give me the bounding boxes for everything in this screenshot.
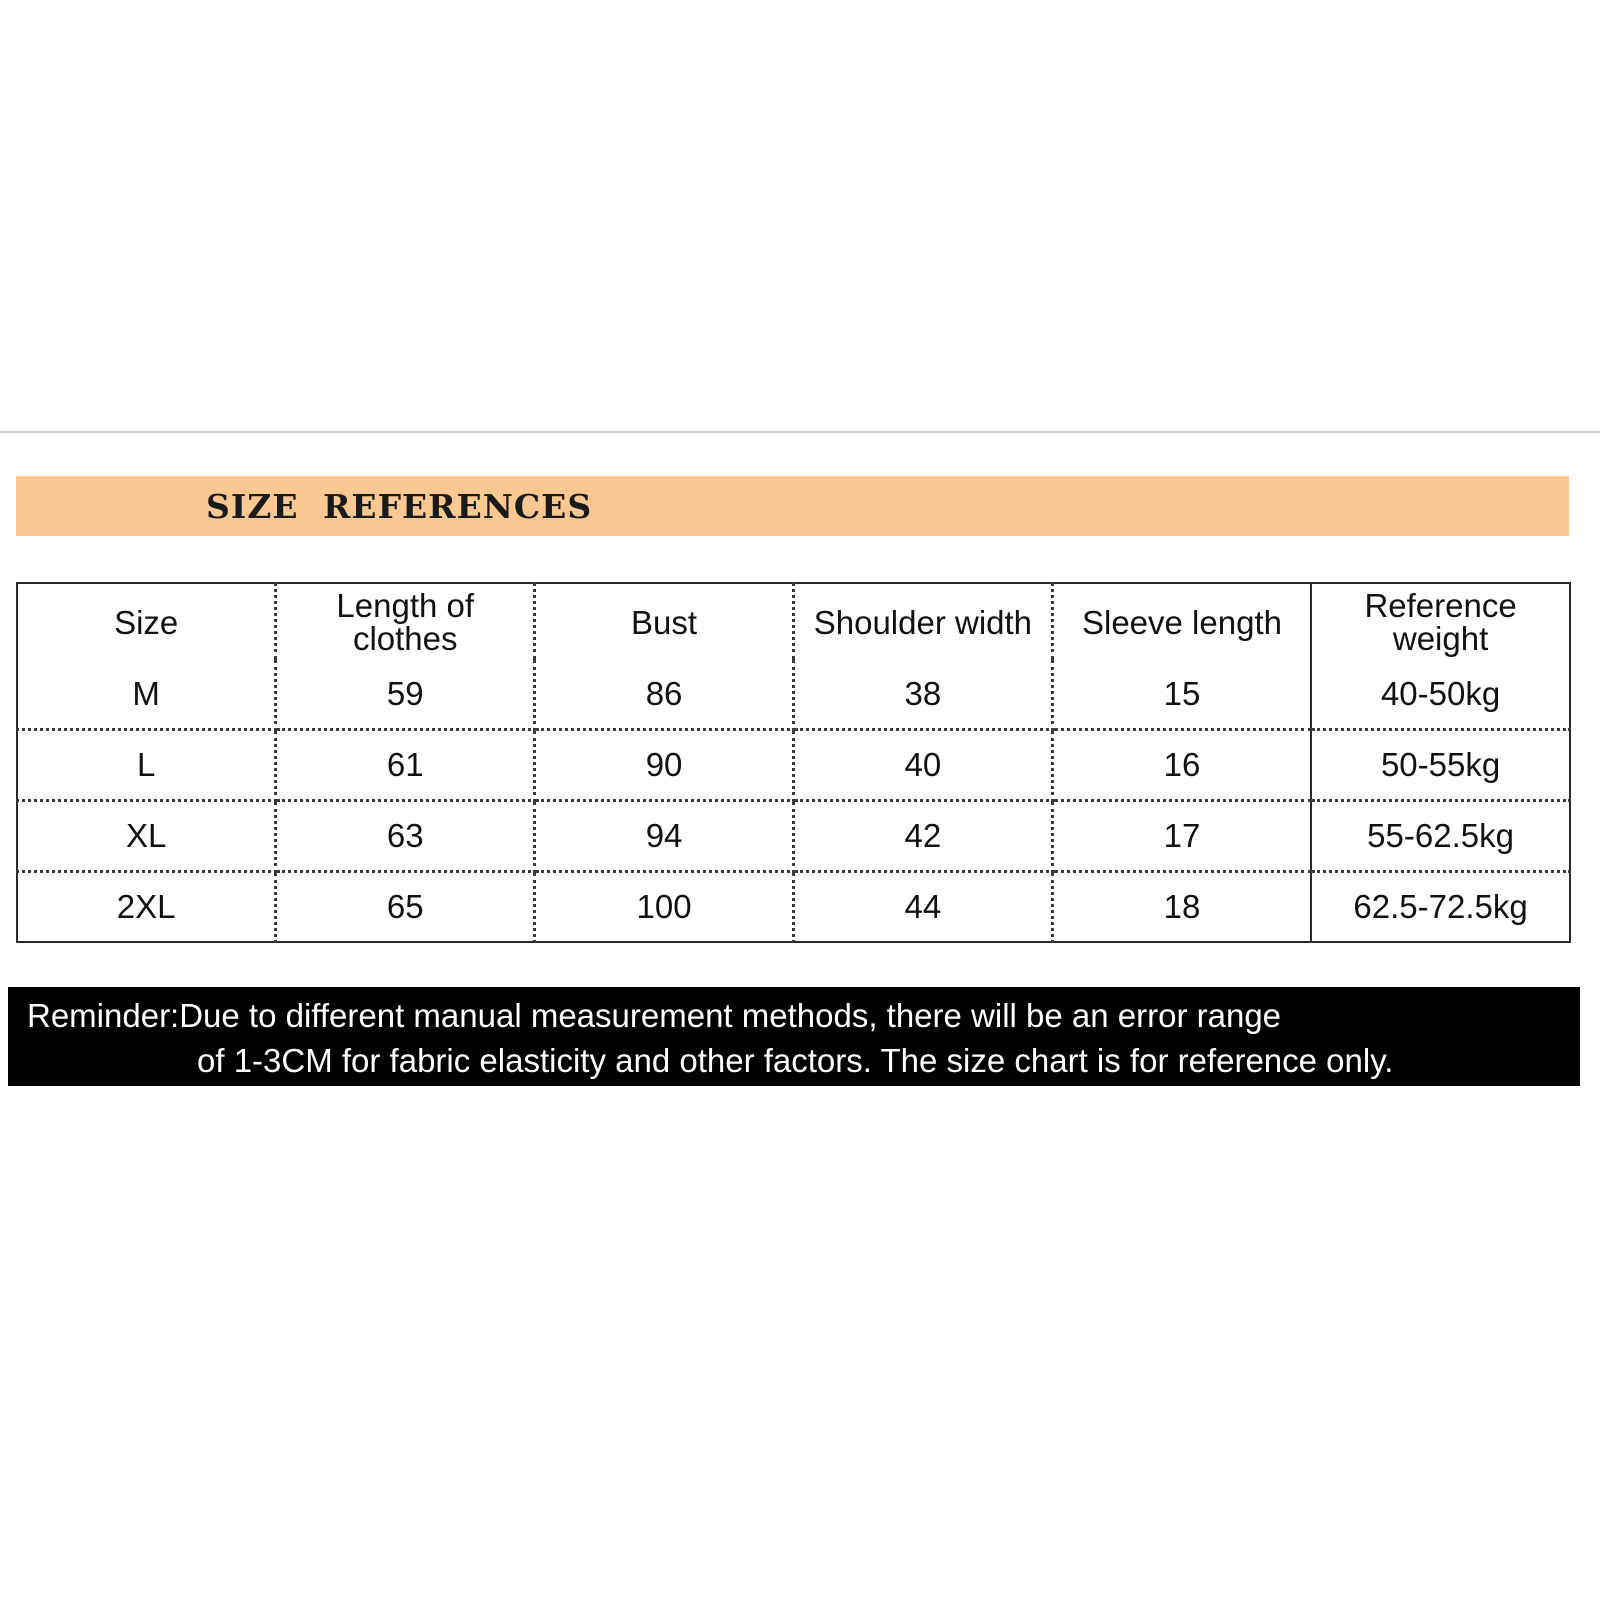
header-reference-weight: Reference weight (1364, 587, 1517, 657)
cell-shoulder: 42 (793, 801, 1052, 872)
header-length-of-clothes: Length of clothes (276, 583, 535, 660)
cell-sleeve: 18 (1052, 872, 1311, 943)
reminder-line-2: of 1-3CM for fabric elasticity and other factors. The size chart is for reference only. (197, 1042, 1394, 1079)
size-chart-table (16, 582, 1571, 943)
title-banner (16, 476, 1569, 536)
table-header-row (17, 583, 1570, 660)
top-divider (0, 431, 1600, 433)
header-size: Size (17, 583, 276, 660)
cell-length: 65 (276, 872, 535, 943)
cell-sleeve: 15 (1052, 660, 1311, 730)
cell-bust: 90 (535, 730, 794, 801)
cell-bust: 94 (535, 801, 794, 872)
cell-length: 61 (276, 730, 535, 801)
table-row (17, 660, 1570, 730)
table-row (17, 730, 1570, 801)
table-row (17, 801, 1570, 872)
cell-length: 63 (276, 801, 535, 872)
cell-size: XL (17, 801, 276, 872)
cell-weight: 40-50kg (1311, 660, 1570, 730)
cell-shoulder: 44 (793, 872, 1052, 943)
reminder-banner (8, 987, 1580, 1086)
cell-size: M (17, 660, 276, 730)
table-row (17, 872, 1570, 943)
reminder-line-1: Reminder:Due to different manual measurement methods, there will be an error range (27, 997, 1282, 1034)
cell-size: L (17, 730, 276, 801)
cell-weight: 50-55kg (1311, 730, 1570, 801)
cell-size: 2XL (17, 872, 276, 943)
cell-bust: 100 (535, 872, 794, 943)
cell-weight: 62.5-72.5kg (1353, 888, 1528, 925)
cell-bust: 86 (535, 660, 794, 730)
header-sleeve-length: Sleeve length (1052, 583, 1311, 660)
header-bust: Bust (535, 583, 794, 660)
cell-length: 59 (276, 660, 535, 730)
cell-shoulder: 40 (793, 730, 1052, 801)
cell-sleeve: 16 (1052, 730, 1311, 801)
cell-weight: 55-62.5kg (1311, 801, 1570, 872)
cell-sleeve: 17 (1052, 801, 1311, 872)
cell-shoulder: 38 (793, 660, 1052, 730)
page-title: SIZE REFERENCES (206, 487, 593, 526)
header-shoulder-width: Shoulder width (793, 583, 1052, 660)
